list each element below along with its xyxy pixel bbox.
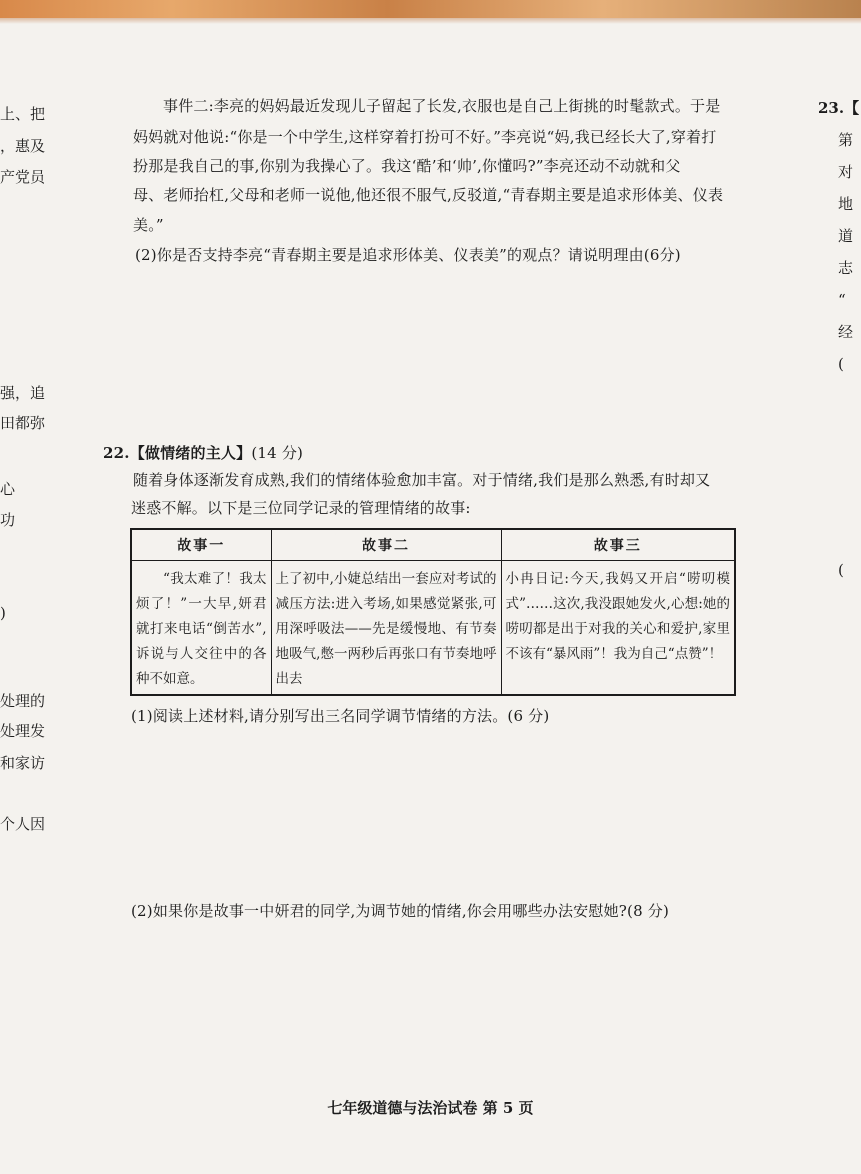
footer-page-number: 第 5 页 (482, 1099, 534, 1117)
right-fragment: 地 (838, 195, 854, 213)
right-fragment: “ (838, 291, 846, 309)
event2-line: 事件二:李亮的妈妈最近发现儿子留起了长发,衣服也是自己上街挑的时髦款式。于是 (163, 97, 721, 115)
left-fragment: 个人因 (0, 815, 46, 833)
right-fragment: ( (838, 561, 844, 579)
story-two-cell: 上了初中,小婕总结出一套应对考试的减压方法:进入考场,如果感觉紧张,可用深呼吸法——先是缓慢地、有节奏地吸气,憋一两秒后再张口有节奏地呼出去 (271, 561, 501, 696)
table-row (131, 561, 735, 696)
left-fragment: 处理的 (0, 692, 46, 710)
footer-subject: 七年级道德与法治试卷 (327, 1099, 478, 1117)
left-fragment: 强，追 (0, 384, 46, 402)
right-fragment: 经 (838, 323, 854, 341)
question-22-part-2: (2)如果你是故事一中妍君的同学,为调节她的情绪,你会用哪些办法安慰她?(8 分) (131, 902, 670, 920)
event2-question: (2)你是否支持李亮“青春期主要是追求形体美、仪表美”的观点？请说明理由(6分) (135, 246, 681, 264)
scanned-page-top-edge (0, 0, 861, 18)
left-fragment: 上、把 (0, 105, 46, 123)
question-number: 22. (103, 444, 130, 462)
right-fragment: 道 (838, 227, 854, 245)
left-fragment: 功 (0, 511, 16, 529)
right-fragment: 23.【 (818, 99, 860, 117)
stories-table (130, 528, 736, 696)
table-header: 故事三 (501, 529, 735, 561)
table-header: 故事一 (131, 529, 271, 561)
page-footer (0, 1097, 861, 1118)
question-title: 【做情绪的主人】 (129, 444, 252, 462)
question-22-part-1: (1)阅读上述材料,请分别写出三名同学调节情绪的方法。(6 分) (131, 707, 550, 725)
left-fragment: 处理发 (0, 722, 46, 740)
question-score: (14 分) (251, 444, 304, 462)
left-fragment: ，惠及 (0, 137, 46, 155)
question-22-intro: 迷惑不解。以下是三位同学记录的管理情绪的故事: (131, 499, 471, 517)
left-fragment: 产党员 (0, 168, 46, 186)
left-fragment: 田都弥 (0, 414, 46, 432)
left-fragment: ) (0, 604, 6, 622)
event2-line: 妈妈就对他说:“你是一个中学生,这样穿着打扮可不好。”李亮说“妈,我已经长大了,穿着打 (133, 128, 717, 146)
event2-line: 母、老师抬杠,父母和老师一说他,他还很不服气,反驳道,“青春期主要是追求形体美、仪表 (133, 186, 724, 204)
left-fragment: 心 (0, 480, 16, 498)
right-fragment: 第 (838, 131, 854, 149)
question-22-intro: 随着身体逐渐发育成熟,我们的情绪体验愈加丰富。对于情绪,我们是那么熟悉,有时却又 (133, 471, 711, 489)
question-22-heading (103, 442, 303, 464)
right-fragment: ( (838, 355, 844, 373)
table-header-row (131, 529, 735, 561)
right-fragment: 对 (838, 163, 854, 181)
left-fragment: 和家访 (0, 754, 46, 772)
event2-line: 扮那是我自己的事,你别为我操心了。我这‘酷’和‘帅’,你懂吗?”李亮还动不动就和父 (133, 157, 681, 175)
story-one-cell: “我太难了！我太烦了！”一大早,妍君就打来电话“倒苦水”,诉说与人交往中的各种不如意。 (131, 561, 271, 696)
table-header: 故事二 (271, 529, 501, 561)
story-three-cell: 小冉日记:今天,我妈又开启“唠叨模式”……这次,我没跟她发火,心想:她的唠叨都是出于对我的关心和爱护,家里不该有“暴风雨”！我为自己“点赞”！ (501, 561, 735, 696)
scan-shadow (0, 18, 861, 24)
event2-line: 美。” (133, 216, 164, 234)
right-fragment: 志 (838, 259, 854, 277)
